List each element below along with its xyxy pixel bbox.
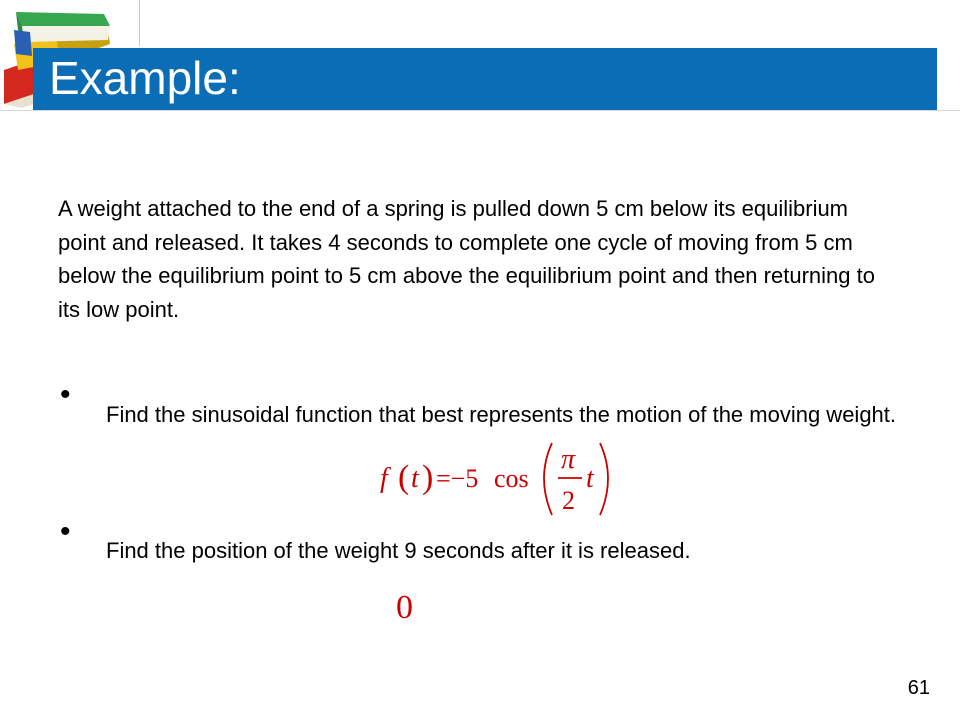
position-answer: 0	[396, 589, 413, 626]
formula-variable: t	[586, 463, 594, 494]
bullet-marker: •	[60, 378, 71, 411]
formula-t: t	[411, 463, 419, 494]
formula-f: f	[380, 463, 388, 494]
slide-number: 61	[907, 677, 930, 699]
header-divider	[0, 110, 960, 111]
logo-divider-vertical	[139, 0, 140, 46]
formula-denominator: 2	[562, 486, 575, 515]
bullet-marker: •	[60, 515, 71, 548]
problem-statement: A weight attached to the end of a spring is pulled down 5 cm below its equilibrium point and released. It takes 4 seconds to complete one cycle of moving from 5 cm below the equilibrium point to 5 cm above the equilibrium point and then returning to its low point.	[58, 196, 875, 322]
formula-equals-coefficient: =−5	[436, 464, 479, 493]
formula-cos: cos	[494, 464, 529, 493]
formula-numerator: π	[561, 444, 576, 475]
sinusoidal-formula	[376, 437, 616, 519]
bullet-function-question: Find the sinusoidal function that best represents the motion of the moving weight.	[106, 402, 897, 427]
bullet-position-question: Find the position of the weight 9 seconds after it is released.	[106, 538, 691, 563]
slide-title: Example:	[49, 52, 241, 104]
formula-open-paren: (	[398, 459, 410, 496]
formula-close-paren: )	[422, 459, 434, 496]
